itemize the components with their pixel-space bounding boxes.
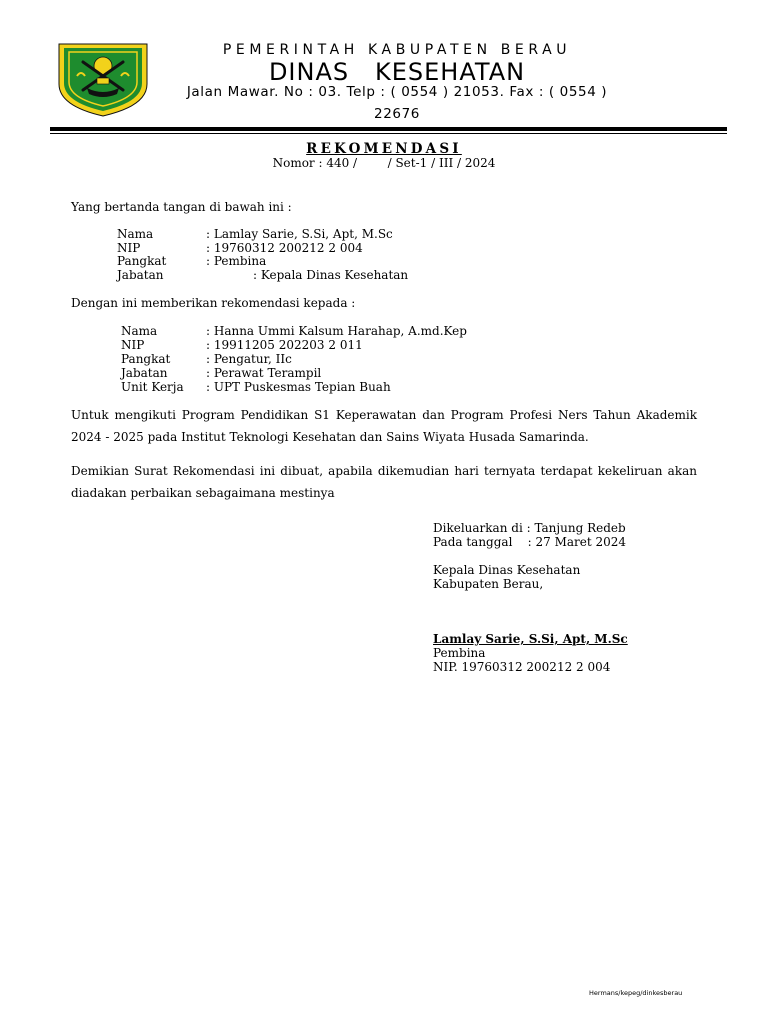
- signatory-rank: Pembina: [433, 646, 486, 660]
- recommend-intro-text: Dengan ini memberikan rekomendasi kepada :: [71, 296, 356, 310]
- intro-text: Yang bertanda tangan di bawah ini :: [71, 200, 292, 214]
- issued-at: Dikeluarkan di : Tanjung Redeb: [433, 521, 626, 535]
- signatory-value: : Pembina: [206, 254, 267, 268]
- signatory-value: : Kepala Dinas Kesehatan: [253, 267, 409, 282]
- recipient-row: [121, 353, 621, 367]
- recipient-label: Pangkat: [121, 352, 171, 366]
- signatory-row: [117, 255, 617, 269]
- closing-paragraph: Demikian Surat Rekomendasi ini dibuat, apabila dikemudian hari ternyata terdapat kekeliruan akan diadakan perbaikan sebagaimana mestinya: [71, 464, 697, 500]
- header-agency: DINAS KESEHATAN: [268, 58, 526, 86]
- signatory-label: Pangkat: [117, 254, 167, 268]
- signatory-row: [117, 242, 617, 256]
- recipient-row: [121, 367, 621, 381]
- recipient-label: Jabatan: [121, 366, 168, 380]
- recipient-value: : Perawat Terampil: [206, 366, 322, 380]
- footer-code: Hermans/kepeg/dinkesberau: [589, 989, 683, 997]
- header-rule-thin: [50, 133, 727, 134]
- recipient-label: Nama: [121, 324, 158, 338]
- recipient-label: NIP: [121, 338, 145, 352]
- signatory-label: Nama: [117, 227, 154, 241]
- letter-title-text: REKOMENDASI: [306, 141, 462, 157]
- signatory-label: Jabatan: [117, 267, 164, 282]
- recipient-value: : UPT Puskesmas Tepian Buah: [206, 380, 391, 394]
- signatory-row: [117, 228, 617, 242]
- signatory-row: [117, 269, 617, 283]
- signatory-position-line1: Kepala Dinas Kesehatan: [433, 563, 581, 577]
- recipient-row: [121, 325, 621, 339]
- letter-number: Nomor : 440 / / Set-1 / III / 2024: [272, 156, 496, 170]
- signatory-name: Lamlay Sarie, S.Si, Apt, M.Sc: [433, 632, 628, 646]
- header-rule-thick: [50, 127, 727, 131]
- letter-title: [0, 141, 768, 157]
- header-address-line2: 22676: [374, 106, 420, 122]
- signatory-value: : Lamlay Sarie, S.Si, Apt, M.Sc: [206, 227, 393, 241]
- recipient-label: Unit Kerja: [121, 380, 184, 394]
- recipient-value: : 19911205 202203 2 011: [206, 338, 363, 352]
- issued-date: Pada tanggal : 27 Maret 2024: [433, 535, 627, 549]
- purpose-paragraph: Untuk mengikuti Program Pendidikan S1 Keperawatan dan Program Profesi Ners Tahun Akademik 2024 - 2025 pada Institut Teknologi Kesehatan dan Sains Wiyata Husada Samarinda.: [71, 408, 697, 444]
- signatory-position-line2: Kabupaten Berau,: [433, 577, 544, 591]
- signatory-nip: NIP. 19760312 200212 2 004: [433, 660, 611, 674]
- berau-emblem-logo: [57, 40, 149, 118]
- recipient-value: : Pengatur, IIc: [206, 352, 292, 366]
- recipient-row: [121, 381, 621, 395]
- signatory-label: NIP: [117, 240, 141, 255]
- header-address-line1: Jalan Mawar. No : 03. Telp : ( 0554 ) 21053. Fax : ( 0554 ): [186, 84, 608, 100]
- recipient-value: : Hanna Ummi Kalsum Harahap, A.md.Kep: [206, 324, 467, 338]
- signatory-value: : 19760312 200212 2 004: [206, 240, 363, 255]
- header-government: PEMERINTAH KABUPATEN BERAU: [222, 42, 572, 58]
- recipient-row: [121, 339, 621, 353]
